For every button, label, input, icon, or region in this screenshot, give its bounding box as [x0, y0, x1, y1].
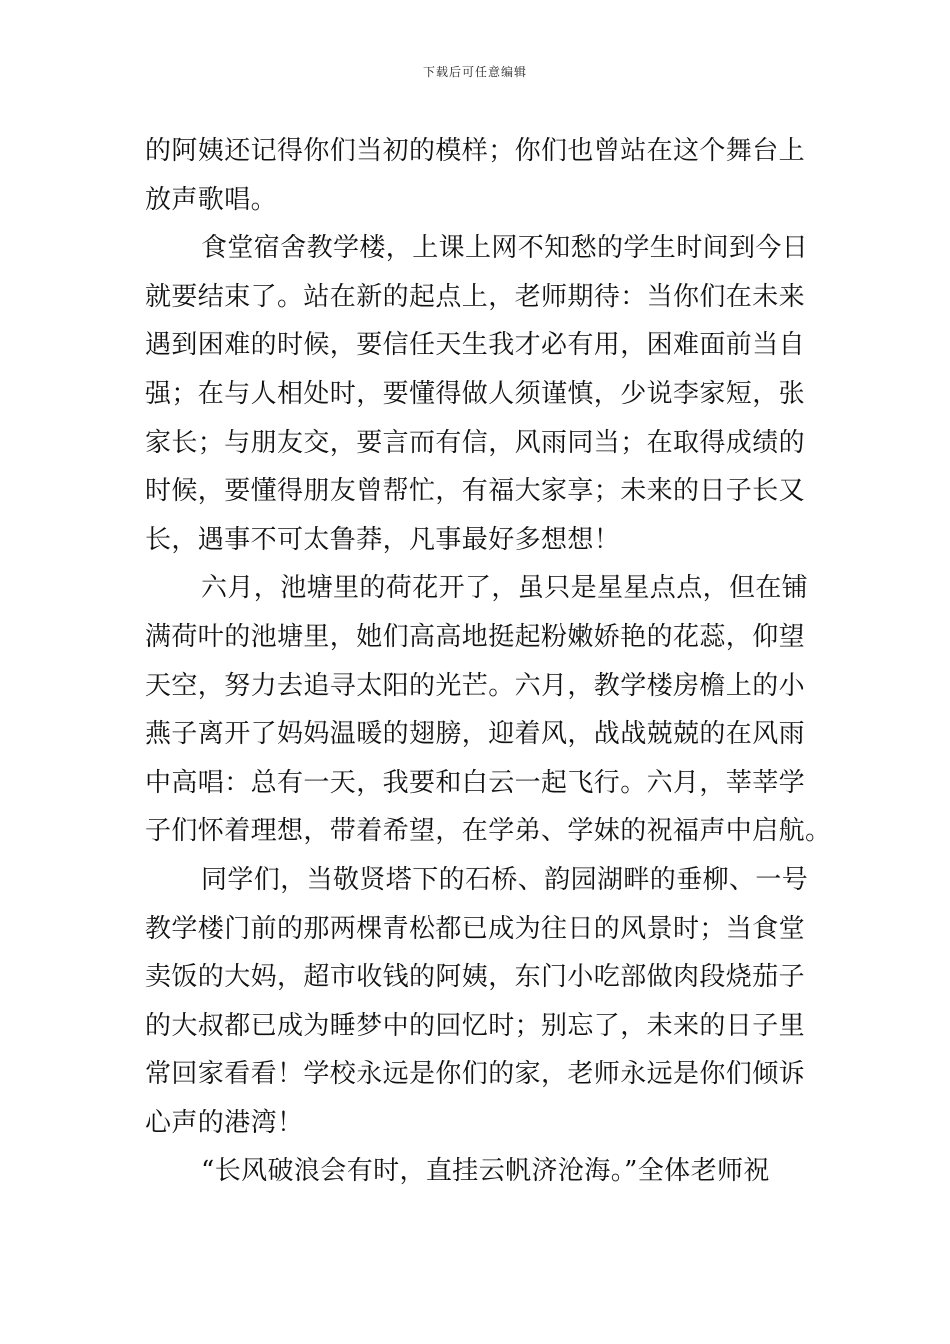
text-line: 的大叔都已成为睡梦中的回忆时；别忘了，未来的日子里	[145, 1010, 806, 1041]
body-text	[145, 127, 832, 1196]
text-line: 食堂宿舍教学楼，上课上网不知愁的学生时间到今日	[201, 233, 809, 264]
page-header: 下载后可任意编辑	[422, 65, 527, 79]
text-line: 就要结束了。站在新的起点上，老师期待：当你们在未来	[145, 281, 806, 312]
text-line: 燕子离开了妈妈温暖的翅膀，迎着风，战战兢兢的在风雨	[145, 719, 806, 750]
text-line: 长，遇事不可太鲁莽，凡事最好多想想！	[145, 524, 621, 555]
text-line: 时候，要懂得朋友曾帮忙，有福大家享；未来的日子长又	[145, 476, 806, 507]
text-line: 放声歌唱。	[145, 184, 278, 215]
text-line: 遇到困难的时候，要信任天生我才必有用，困难面前当自	[145, 330, 806, 361]
text-line: 常回家看看！学校永远是你们的家，老师永远是你们倾诉	[145, 1059, 806, 1090]
text-line: 心声的港湾！	[145, 1107, 304, 1138]
text-line: 六月，池塘里的荷花开了，虽只是星星点点，但在铺	[201, 573, 809, 604]
text-line: 的阿姨还记得你们当初的模样；你们也曾站在这个舞台上	[145, 136, 806, 166]
text-line: 家长；与朋友交，要言而有信，风雨同当；在取得成绩的	[145, 427, 806, 458]
text-line: 强；在与人相处时，要懂得做人须谨慎，少说李家短，张	[145, 378, 806, 409]
text-line: 教学楼门前的那两棵青松都已成为往日的风景时；当食堂	[145, 913, 806, 944]
text-line: “长风破浪会有时，直挂云帆济沧海。”全体老师祝	[201, 1156, 770, 1187]
text-line: 同学们，当敬贤塔下的石桥、韵园湖畔的垂柳、一号	[201, 864, 809, 895]
text-line: 卖饭的大妈，超市收钱的阿姨，东门小吃部做肉段烧茄子	[145, 962, 806, 993]
text-line: 满荷叶的池塘里，她们高高地挺起粉嫩娇艳的花蕊，仰望	[145, 621, 806, 652]
text-line: 子们怀着理想，带着希望，在学弟、学妹的祝福声中启航。	[145, 816, 832, 847]
text-line: 天空，努力去追寻太阳的光芒。六月，教学楼房檐上的小	[145, 670, 806, 701]
text-line: 中高唱：总有一天，我要和白云一起飞行。六月，莘莘学	[145, 767, 806, 798]
